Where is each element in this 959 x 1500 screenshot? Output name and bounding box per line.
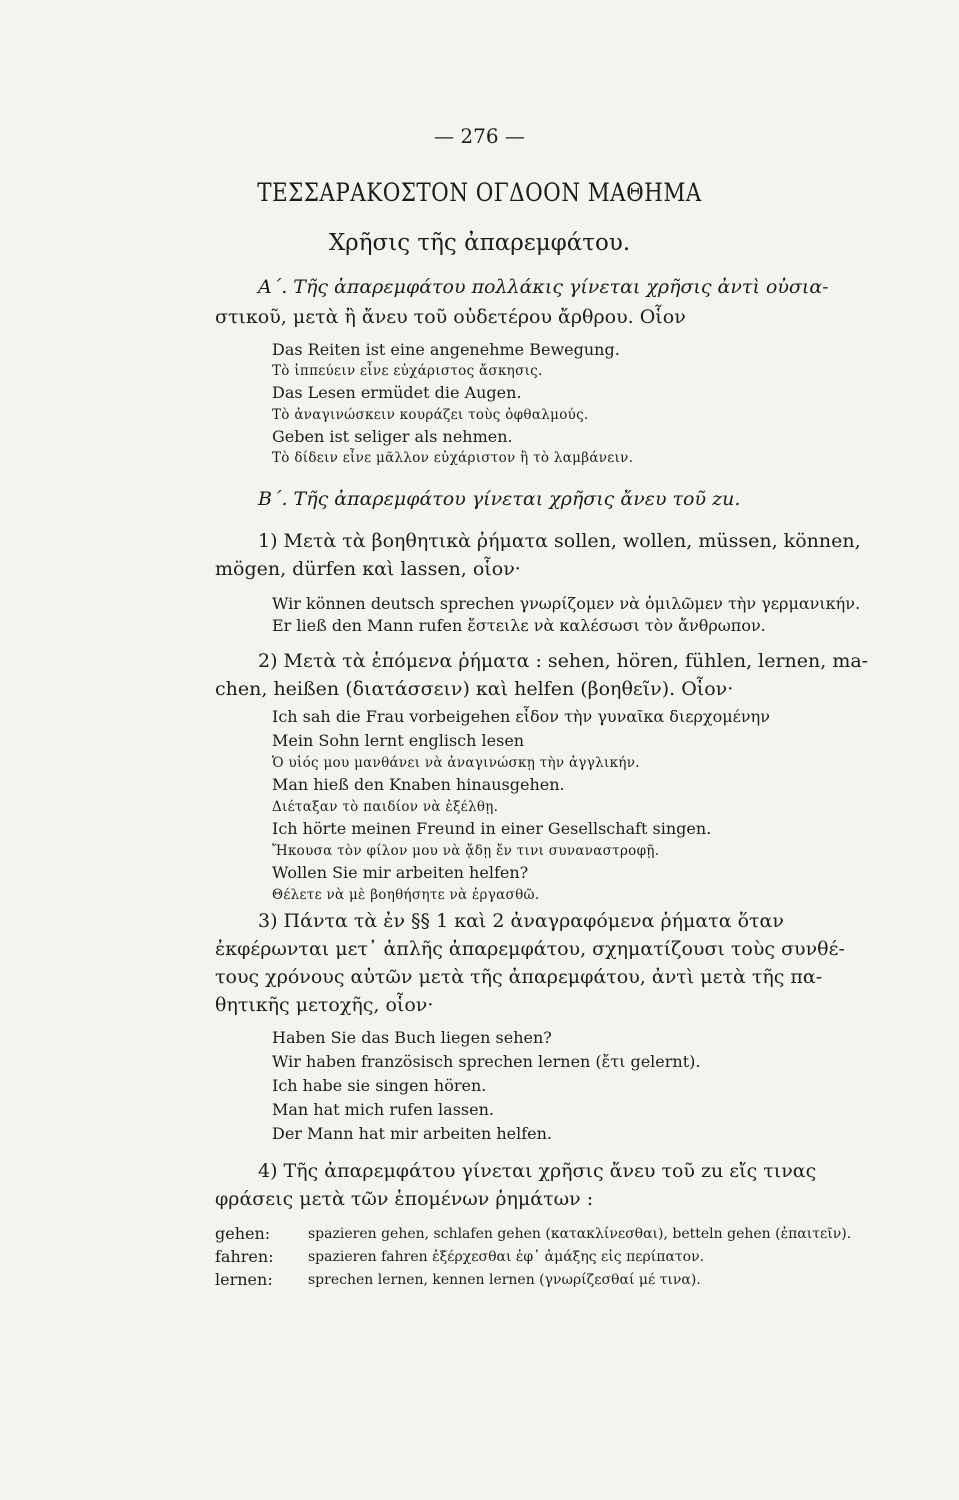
rule-3-example: Wir haben französisch sprechen lernen (ἔτι gelernt). xyxy=(272,1052,701,1071)
example-greek: Τὸ ἱππεύειν εἶνε εὐχάριστος ἄσκησις. xyxy=(272,363,543,379)
verb-phrases: sprechen lernen, kennen lernen (γνωρίζεσθαί μέ τινα). xyxy=(308,1272,701,1288)
rule-3-example: Ich habe sie singen hören. xyxy=(272,1076,487,1095)
example-german: Geben ist seliger als nehmen. xyxy=(272,427,513,446)
section-a-heading-line-2: στικοῦ, μετὰ ἢ ἄνευ τοῦ οὐδετέρου ἄρθρου. Οἷον xyxy=(215,306,686,328)
rule-3-line: θητικῆς μετοχῆς, οἷον· xyxy=(215,994,434,1016)
rule-1-example: Wir können deutsch sprechen γνωρίζομεν νὰ ὁμιλῶμεν τὴν γερμανικήν. xyxy=(272,594,861,613)
lesson-title: ΤΕΣΣΑΡΑΚΟΣΤΟΝ ΟΓΔΟΟΝ ΜΑΘΗΜΑ xyxy=(257,178,702,207)
rule-2-example-greek: Διέταξαν τὸ παιδίον νὰ ἐξέλθῃ. xyxy=(272,799,499,815)
rule-3-line: ἐκφέρωνται μετ᾽ ἁπλῆς ἀπαρεμφάτου, σχηματίζουσι τοὺς συνθέ- xyxy=(215,938,845,960)
rule-4-line-2: φράσεις μετὰ τῶν ἑπομένων ῥημάτων : xyxy=(215,1188,594,1210)
verb-phrases: spazieren gehen, schlafen gehen (κατακλίνεσθαι), betteln gehen (ἐπαιτεῖν). xyxy=(308,1226,852,1242)
rule-3-example: Haben Sie das Buch liegen sehen? xyxy=(272,1028,552,1047)
verb-label: fahren: xyxy=(215,1247,274,1266)
rule-2-example-german: Mein Sohn lernt englisch lesen xyxy=(272,731,525,750)
verb-label: lernen: xyxy=(215,1270,273,1289)
rule-2-example-german: Man hieß den Knaben hinausgehen. xyxy=(272,775,565,794)
rule-4-line-1: 4) Τῆς ἀπαρεμφάτου γίνεται χρῆσις ἄνευ τοῦ zu εἴς τινας xyxy=(258,1160,817,1182)
rule-2-example-greek: Θέλετε νὰ μὲ βοηθήσητε νὰ ἐργασθῶ. xyxy=(272,887,540,903)
rule-2-example-german: Ich hörte meinen Freund in einer Gesellschaft singen. xyxy=(272,819,712,838)
example-greek: Τὸ δίδειν εἶνε μᾶλλον εὐχάριστον ἢ τὸ λαμβάνειν. xyxy=(272,450,634,466)
section-b-heading: Β΄. Τῆς ἀπαρεμφάτου γίνεται χρῆσις ἄνευ τοῦ zu. xyxy=(258,488,741,510)
rule-2-example-german: Wollen Sie mir arbeiten helfen? xyxy=(272,863,529,882)
page-number: — 276 — xyxy=(434,124,525,148)
rule-2-line-1: 2) Μετὰ τὰ ἑπόμενα ῥήματα : sehen, hören, fühlen, lernen, ma- xyxy=(258,650,869,672)
verb-label: gehen: xyxy=(215,1224,271,1243)
section-a-heading-line-1: Α΄. Τῆς ἀπαρεμφάτου πολλάκις γίνεται χρῆσις ἀντὶ οὐσια- xyxy=(258,276,829,298)
rule-2-example-german: Ich sah die Frau vorbeigehen εἶδον τὴν γυναῖκα διερχομένην xyxy=(272,707,770,726)
rule-1-line-1: 1) Μετὰ τὰ βοηθητικὰ ῥήματα sollen, wollen, müssen, können, xyxy=(258,530,861,552)
verb-phrases: spazieren fahren ἐξέρχεσθαι ἐφ᾽ ἁμάξης εἰς περίπατον. xyxy=(308,1249,705,1265)
rule-2-line-2: chen, heißen (διατάσσειν) καὶ helfen (βοηθεῖν). Οἷον· xyxy=(215,678,734,700)
rule-1-line-2: mögen, dürfen καὶ lassen, οἷον· xyxy=(215,558,521,580)
example-german: Das Lesen ermüdet die Augen. xyxy=(272,383,522,402)
rule-3-line: τους χρόνους αὐτῶν μετὰ τῆς ἀπαρεμφάτου, ἀντὶ μετὰ τῆς πα- xyxy=(215,966,823,988)
rule-3-line: 3) Πάντα τὰ ἐν §§ 1 καὶ 2 ἀναγραφόμενα ῥήματα ὅταν xyxy=(258,910,784,932)
rule-3-example: Der Mann hat mir arbeiten helfen. xyxy=(272,1124,553,1143)
rule-1-example: Er ließ den Mann rufen ἔστειλε νὰ καλέσωσι τὸν ἄνθρωπον. xyxy=(272,616,766,635)
lesson-subtitle: Χρῆσις τῆς ἀπαρεμφάτου. xyxy=(328,230,631,256)
example-greek: Τὸ ἀναγινώσκειν κουράζει τοὺς ὀφθαλμούς. xyxy=(272,407,589,423)
rule-2-example-greek: Ὁ υἱός μου μανθάνει νὰ ἀναγινώσκῃ τὴν ἀγγλικήν. xyxy=(272,755,640,771)
rule-3-example: Man hat mich rufen lassen. xyxy=(272,1100,494,1119)
example-german: Das Reiten ist eine angenehme Bewegung. xyxy=(272,340,620,359)
rule-2-example-greek: Ἤκουσα τὸν φίλον μου νὰ ᾄδῃ ἔν τινι συναναστροφῇ. xyxy=(272,843,660,859)
